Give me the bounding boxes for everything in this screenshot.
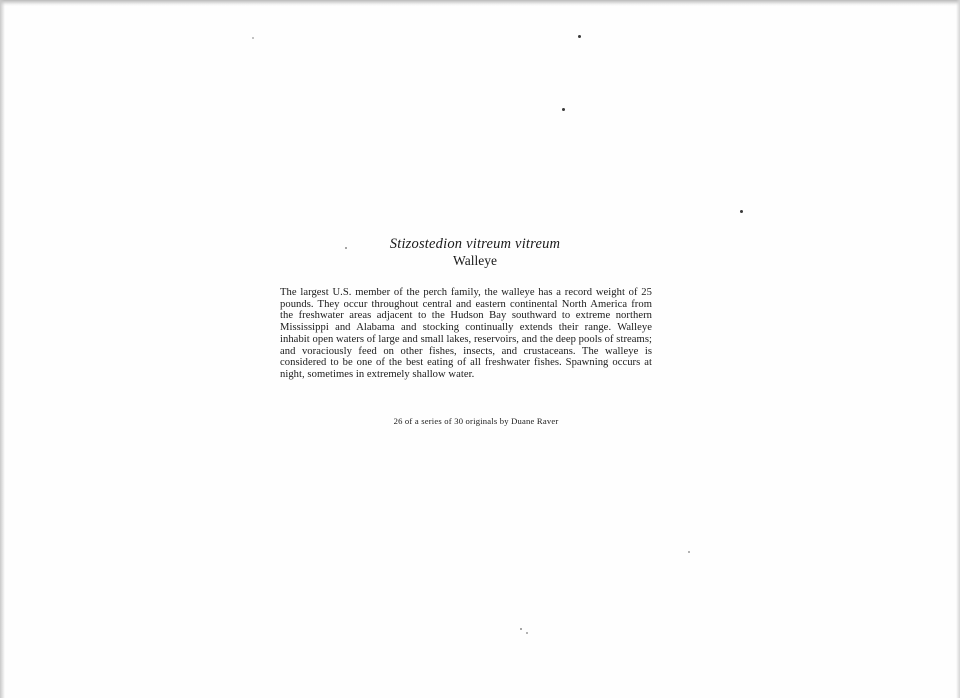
scan-speck bbox=[562, 108, 565, 111]
scan-speck bbox=[740, 210, 743, 213]
description-paragraph: The largest U.S. member of the perch family, the walleye has a record weight of 25 pounds. They occur throughout central and eastern continental North America from the freshwater areas adjacent to the Hudson Bay southward to extreme northern Mississippi and Alabama and stocking continually extends their range. Walleye inhabit open waters of large and small lakes, reservoirs, and the deep pools of streams; and voraciously feed on other fishes, insects, and crustaceans. The walleye is considered to be one of the best eating of all freshwater fishes. Spawning occurs at night, sometimes in extremely shallow water. bbox=[280, 287, 652, 380]
scan-speck bbox=[520, 628, 522, 630]
scientific-name: Stizostedion vitreum vitreum bbox=[389, 236, 561, 252]
scan-speck bbox=[578, 35, 581, 38]
scan-edge-right bbox=[956, 0, 960, 698]
scan-edge-top bbox=[0, 0, 960, 6]
scan-edge-left bbox=[0, 0, 5, 698]
scan-speck bbox=[688, 551, 690, 553]
common-name: Walleye bbox=[453, 253, 497, 268]
scan-speck bbox=[526, 632, 528, 634]
scan-speck bbox=[252, 37, 254, 39]
series-note: 26 of a series of 30 originals by Duane Raver bbox=[393, 416, 559, 426]
